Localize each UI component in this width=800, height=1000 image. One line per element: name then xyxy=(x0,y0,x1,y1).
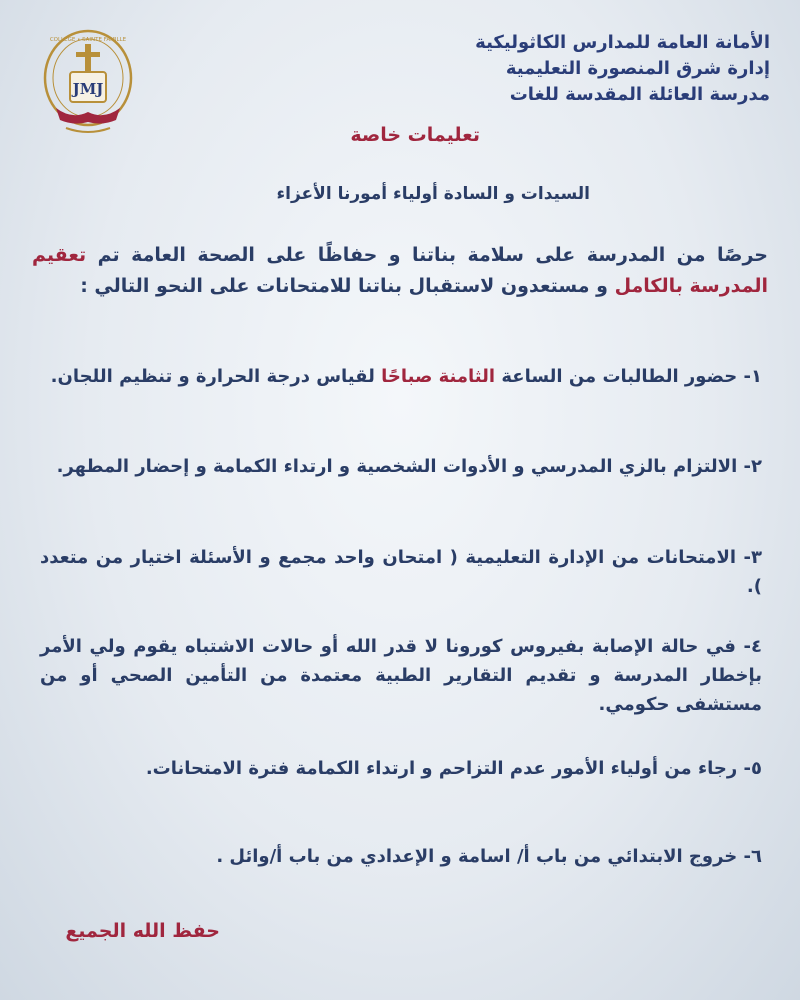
instruction-item-5: ٥- رجاء من أولياء الأمور عدم التزاحم و ارتداء الكمامة فترة الامتحانات. xyxy=(145,758,762,779)
salutation: السيدات و السادة أولياء أمورنا الأعزاء xyxy=(276,184,590,204)
item-1-text-2: لقياس درجة الحرارة و تنظيم اللجان. xyxy=(50,366,382,387)
svg-text:COLLEGE • SAINTE FAMILLE: COLLEGE • SAINTE FAMILLE xyxy=(49,37,127,43)
instruction-item-6: ٦- خروج الابتدائي من باب أ/ اسامة و الإعدادي من باب أ/وائل . xyxy=(216,846,762,867)
instruction-item-3: ٣- الامتحانات من الإدارة التعليمية ( امتحان واحد مجمع و الأسئلة اختيار من متعدد ). xyxy=(40,547,762,597)
intro-text-1: حرصًا من المدرسة على سلامة بناتنا و حفاظًا على الصحة العامة تم xyxy=(86,244,768,266)
instruction-item-1 xyxy=(40,362,762,391)
item-1-text-1: ١- حضور الطالبات من الساعة xyxy=(495,366,762,387)
school-header xyxy=(475,30,770,108)
item-1-highlight: الثامنة صباحًا xyxy=(381,366,496,387)
header-secretariat: الأمانة العامة للمدارس الكاثوليكية xyxy=(475,32,770,53)
closing-blessing: حفظ الله الجميع xyxy=(65,920,220,942)
svg-text:JMJ: JMJ xyxy=(72,80,104,98)
page-title: تعليمات خاصة xyxy=(350,124,480,146)
school-logo xyxy=(42,28,134,136)
header-directorate: إدارة شرق المنصورة التعليمية xyxy=(505,58,770,79)
intro-highlight: تعقيم المدرسة بالكامل xyxy=(32,244,768,297)
instruction-item-4: ٤- في حالة الإصابة بفيروس كورونا لا قدر الله أو حالات الاشتباه يقوم ولي الأمر بإخطار المدرسة و تقديم التقارير الطبية معتمدة من التأمين الصحي أو من مستشفى حكومي. xyxy=(40,636,762,715)
intro-text-2: و مستعدون لاستقبال بناتنا للامتحانات على النحو التالي : xyxy=(80,275,615,297)
intro-paragraph xyxy=(32,240,768,302)
instruction-item-2: ٢- الالتزام بالزي المدرسي و الأدوات الشخصية و ارتداء الكمامة و إحضار المطهر. xyxy=(56,456,762,477)
header-school-name: مدرسة العائلة المقدسة للغات xyxy=(509,84,770,105)
